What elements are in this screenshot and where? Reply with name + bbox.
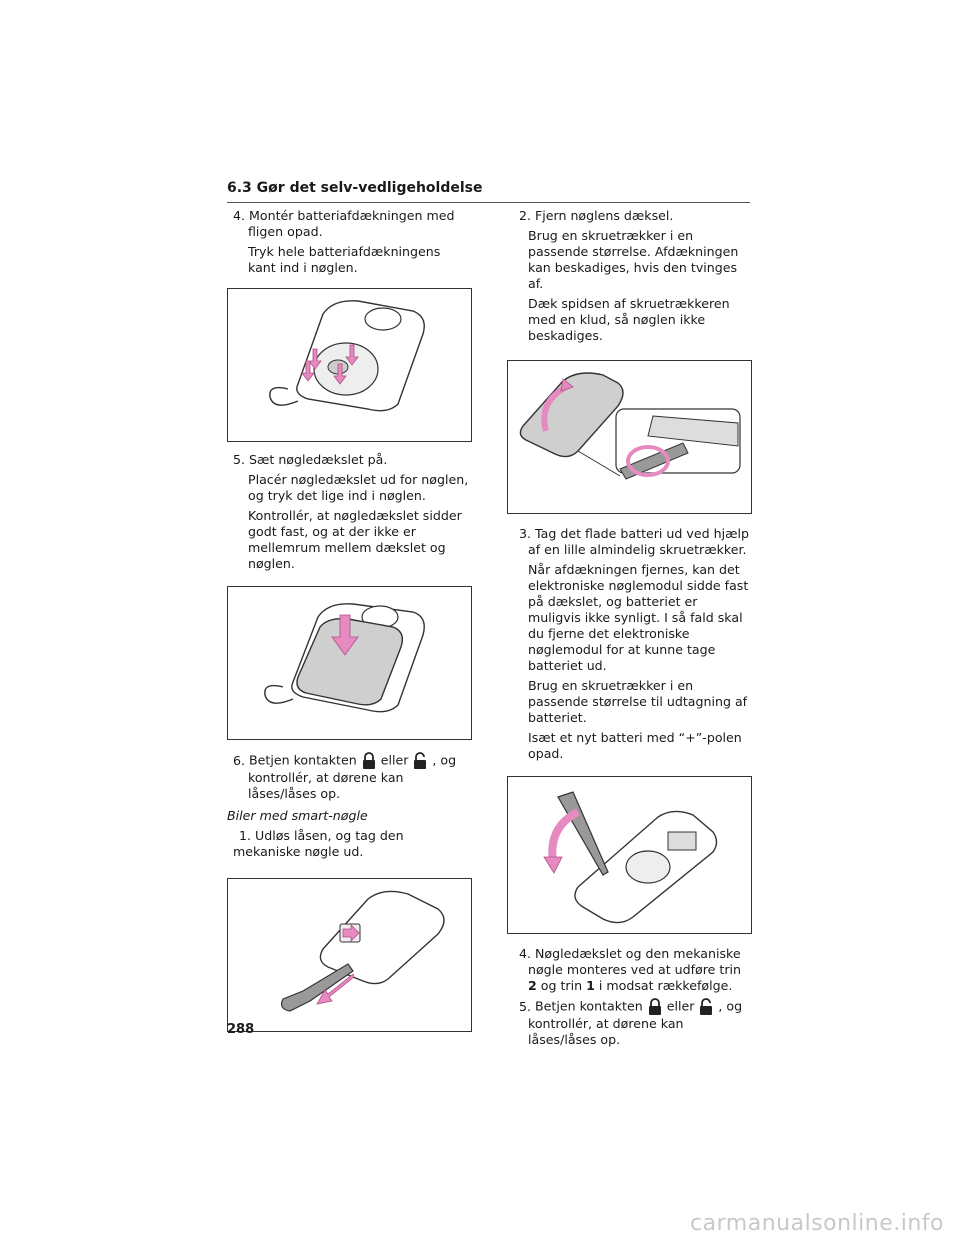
step-3-para-3: Isæt et nyt batteri med “+”-polen opad. bbox=[528, 730, 742, 761]
step-5-para-2: Kontrollér, at nøgledækslet sidder godt fast, og at der ikke er mellemrum mellem dækslet og nøglen. bbox=[248, 508, 462, 571]
figure-mechanical-key bbox=[227, 878, 472, 1032]
unlock-icon bbox=[412, 752, 428, 770]
watermark: carmanualsonline.info bbox=[690, 1211, 944, 1236]
right-column bbox=[507, 208, 752, 1048]
step-2-para-1: Brug en skruetrækker i en passende størrelse. Afdækningen kan beskadiges, hvis den tvinges af. bbox=[528, 228, 739, 291]
lock-icon bbox=[361, 752, 377, 770]
section-smart-key: Biler med smart-nøgle bbox=[227, 808, 368, 823]
step-5-para-1: Placér nøgledækslet ud for nøglen, og tryk det lige ind i nøglen. bbox=[248, 472, 469, 503]
step-5-right-line-2: kontrollér, at dørene kan låses/låses op. bbox=[528, 1016, 684, 1047]
step-4-left: 4. Montér batteriafdækningen med fligen opad. bbox=[232, 208, 455, 239]
figure-key-cover-install bbox=[227, 586, 472, 740]
step-4-para: Tryk hele batteriafdækningens kant ind i nøglen. bbox=[248, 244, 441, 275]
step-1-left: 1. Udløs låsen, og tag den mekaniske nøgle ud. bbox=[233, 828, 404, 859]
step-2-right: 2. Fjern nøglens dæksel. bbox=[518, 208, 674, 223]
step-3-para-1: Når afdækningen fjernes, kan det elektroniske nøglemodul sidde fast på dækslet, og batteriet er muligvis ikke synligt. I så fald skal du fjerne det elektroniske nøglemodul for at kunne tage batteriet ud. bbox=[528, 562, 749, 673]
step-6-left: 6. Betjen kontakten eller , og bbox=[227, 752, 472, 770]
figure-remove-cover bbox=[507, 360, 752, 514]
left-column bbox=[227, 208, 472, 1032]
step-3-para-2: Brug en skruetrækker i en passende størrelse til udtagning af batteriet. bbox=[528, 678, 748, 725]
page-number: 288 bbox=[227, 1022, 255, 1037]
section-title: 6.3 Gør det selv-vedligeholdelse bbox=[227, 180, 483, 196]
figure-battery-cover bbox=[227, 288, 472, 442]
unlock-icon bbox=[698, 998, 714, 1016]
figure-remove-battery bbox=[507, 776, 752, 934]
step-5-right: 5. Betjen kontakten eller , og bbox=[507, 998, 752, 1016]
step-4-right: 4. Nøgledækslet og den mekaniske nøgle monteres ved at udføre trin 2 og trin 1 i modsat rækkefølge. bbox=[518, 946, 742, 993]
step-6-line-2: kontrollér, at dørene kan låses/låses op. bbox=[248, 770, 404, 801]
step-5-left: 5. Sæt nøgledækslet på. bbox=[232, 452, 388, 467]
lock-icon bbox=[647, 998, 663, 1016]
section-header bbox=[227, 180, 750, 203]
step-3-right: 3. Tag det flade batteri ud ved hjælp af en lille almindelig skruetrækker. bbox=[518, 526, 749, 557]
step-2-para-2: Dæk spidsen af skruetrækkeren med en klud, så nøglen ikke beskadiges. bbox=[528, 296, 730, 343]
